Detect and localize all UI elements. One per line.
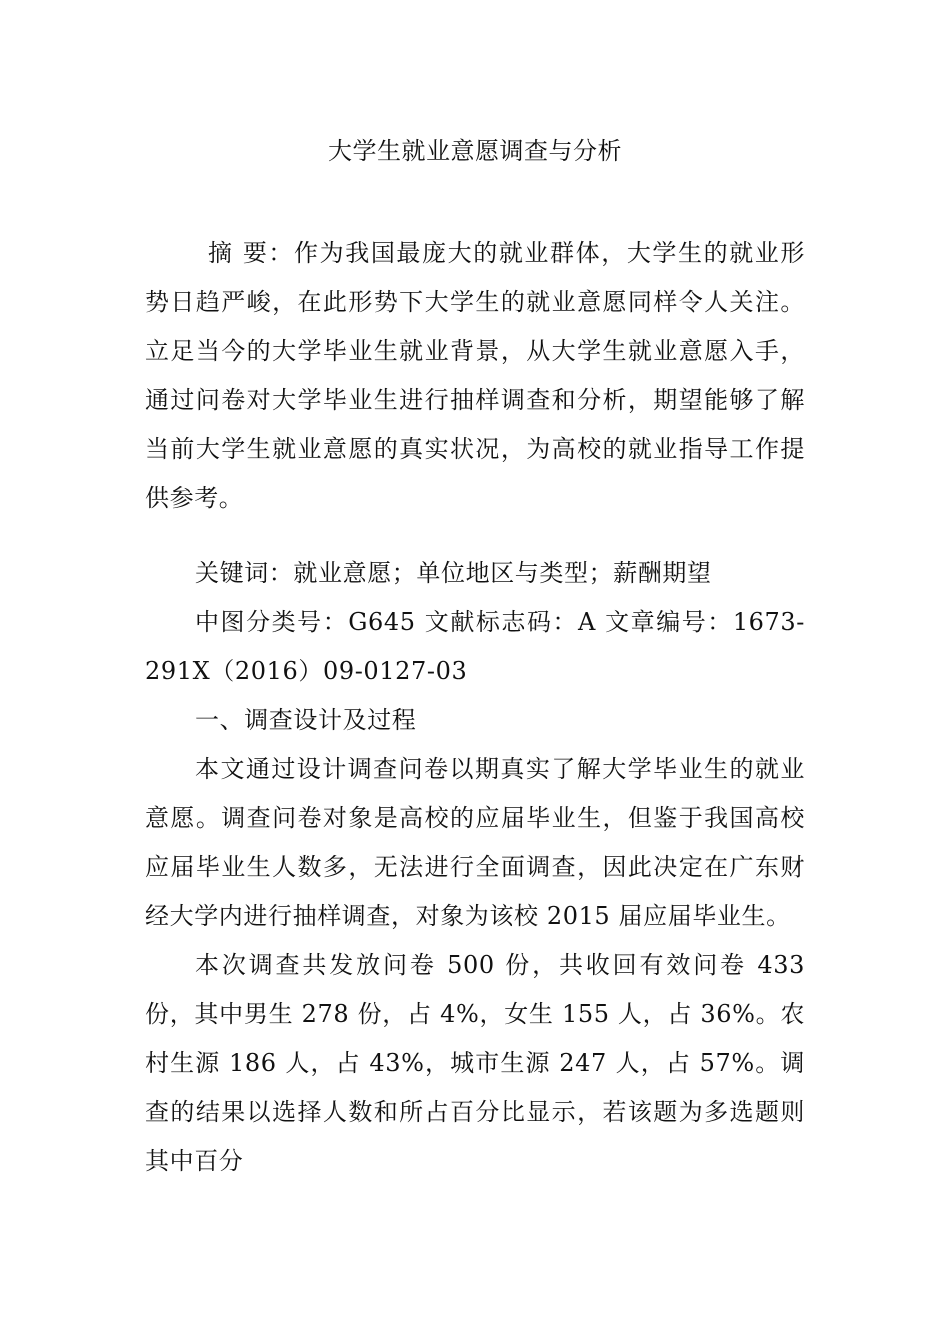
paragraph-1: 本文通过设计调查问卷以期真实了解大学毕业生的就业意愿。调查问卷对象是高校的应届毕业生，但鉴于我国高校应届毕业生人数多，无法进行全面调查，因此决定在广东财经大学内进行抽样调查，对象为该校 2015 届应届毕业生。 [145, 755, 805, 930]
abstract-block [145, 229, 805, 523]
classification-line: 中图分类号：G645 文献标志码：A 文章编号：1673-291X（2016）09-0127-03 [145, 608, 805, 685]
main-body [145, 549, 805, 1186]
abstract-text: 作为我国最庞大的就业群体，大学生的就业形势日趋严峻，在此形势下大学生的就业意愿同样令人关注。立足当今的大学毕业生就业背景，从大学生就业意愿入手，通过问卷对大学毕业生进行抽样调查和分析，期望能够了解当前大学生就业意愿的真实状况，为高校的就业指导工作提供参考。 [145, 239, 806, 512]
section-heading: 一、调查设计及过程 [195, 706, 417, 734]
paragraph-2: 本次调查共发放问卷 500 份，共收回有效问卷 433 份，其中男生 278 份，占 4%，女生 155 人，占 36%。农村生源 186 人，占 43%，城市生源 247 人，占 57%。调查的结果以选择人数和所占百分比显示，若该题为多选题则其中百分 [145, 951, 805, 1175]
abstract-label: 摘 要： [207, 239, 295, 267]
document-title: 大学生就业意愿调查与分析 [328, 137, 622, 165]
keywords-line: 关键词：就业意愿；单位地区与类型；薪酬期望 [195, 559, 712, 587]
